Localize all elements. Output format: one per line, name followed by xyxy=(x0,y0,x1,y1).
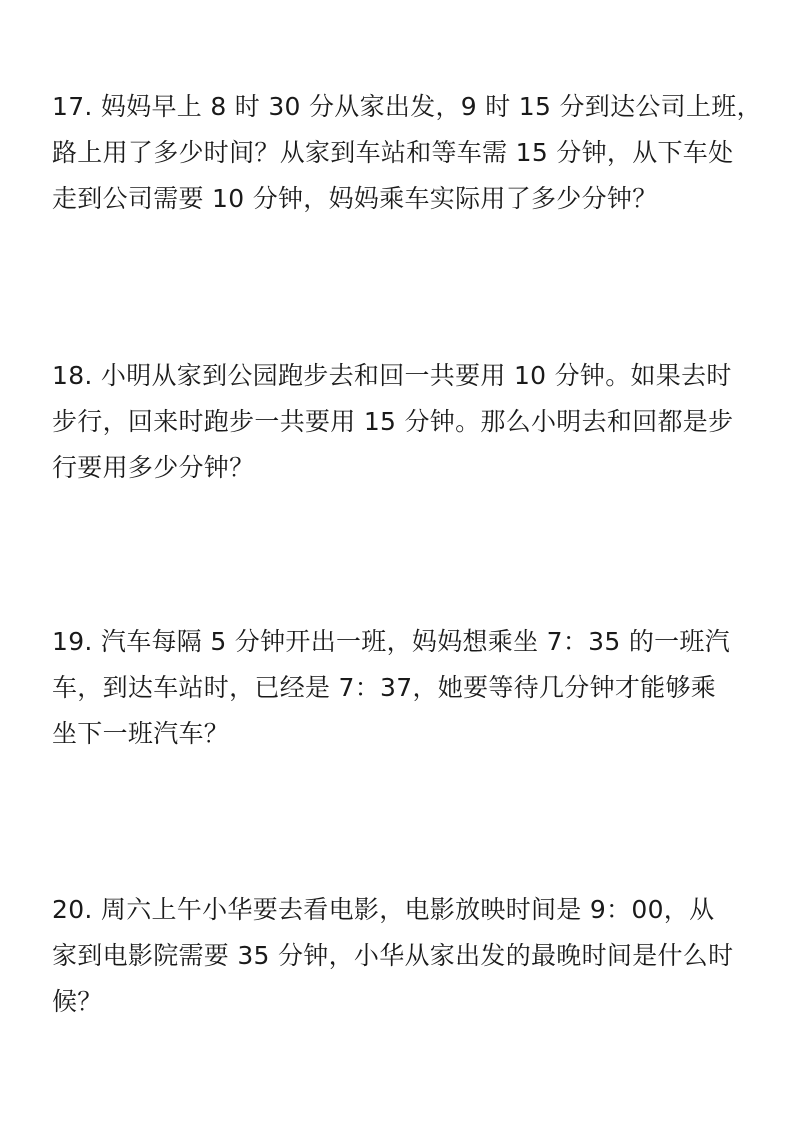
problem-17-line-2: 路上用了多少时间？从家到车站和等车需 15 分钟，从下车处 xyxy=(52,138,734,167)
problem-19-line-2: 车，到达车站时，已经是 7：37，她要等待几分钟才能够乘 xyxy=(52,673,717,702)
problem-18-line-1: 18. 小明从家到公园跑步去和回一共要用 10 分钟。如果去时 xyxy=(52,361,732,390)
problem-19-line-3: 坐下一班汽车？ xyxy=(52,719,230,748)
problem-20-line-1: 20. 周六上午小华要去看电影，电影放映时间是 9：00，从 xyxy=(52,895,715,924)
problem-17-line-3: 走到公司需要 10 分钟，妈妈乘车实际用了多少分钟？ xyxy=(52,184,658,213)
problem-20 xyxy=(52,887,752,1025)
problem-20-line-2: 家到电影院需要 35 分钟，小华从家出发的最晚时间是什么时 xyxy=(52,941,734,970)
problem-19-line-1: 19. 汽车每隔 5 分钟开出一班，妈妈想乘坐 7：35 的一班汽 xyxy=(52,627,731,656)
problem-20-line-3: 候？ xyxy=(52,987,103,1016)
problem-17 xyxy=(52,84,762,222)
problem-18-line-3: 行要用多少分钟？ xyxy=(52,453,255,482)
problem-18-line-2: 步行，回来时跑步一共要用 15 分钟。那么小明去和回都是步 xyxy=(52,407,734,436)
problem-19 xyxy=(52,619,752,757)
problem-17-line-1: 17. 妈妈早上 8 时 30 分从家出发，9 时 15 分到达公司上班， xyxy=(52,92,762,121)
problem-18 xyxy=(52,353,752,491)
